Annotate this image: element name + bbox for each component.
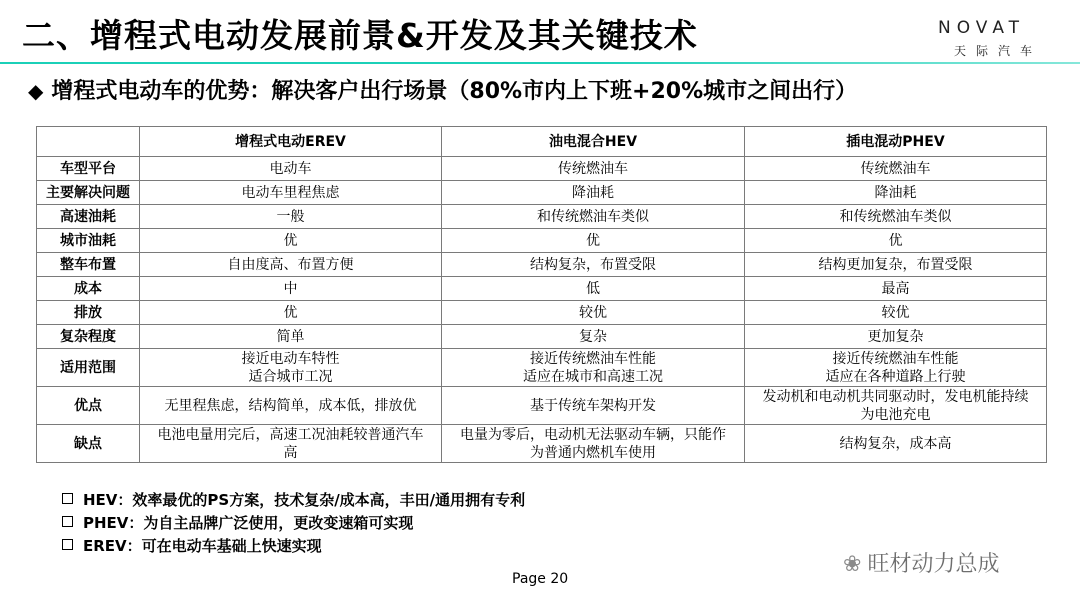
square-bullet-icon	[62, 539, 73, 550]
cell-line: 电池电量用完后，高速工况油耗较普通汽车	[157, 426, 424, 443]
table-cell: 结构更加复杂，布置受限	[745, 253, 1047, 277]
cell-line: 接近传统燃油车性能	[832, 350, 959, 367]
table-cell: 和传统燃油车类似	[745, 205, 1047, 229]
row-label: 主要解决问题	[37, 181, 140, 205]
table-cell: 结构复杂，布置受限	[442, 253, 745, 277]
table-row	[37, 387, 1047, 425]
table-row	[37, 325, 1047, 349]
page-number: Page 20	[512, 571, 569, 587]
table-cell: 优	[745, 229, 1047, 253]
table-cell: 最高	[745, 277, 1047, 301]
cell-line: 适应在各种道路上行驶	[825, 368, 966, 385]
note-item	[62, 512, 525, 535]
header-divider	[0, 62, 1080, 64]
cell-line: 为电池充电	[860, 406, 931, 423]
diamond-bullet-icon: ◆	[28, 79, 44, 103]
table-header-row	[37, 127, 1047, 157]
table-cell	[140, 425, 442, 463]
table-row	[37, 277, 1047, 301]
section-subtitle	[28, 74, 857, 105]
table-cell: 较优	[745, 301, 1047, 325]
table-cell: 中	[140, 277, 442, 301]
table-cell: 简单	[140, 325, 442, 349]
notes-list	[62, 489, 525, 558]
table-cell: 优	[140, 229, 442, 253]
table-cell: 优	[140, 301, 442, 325]
cell-line: 无里程焦虑，结构简单，成本低，排放优	[164, 397, 417, 414]
table-cell: 传统燃油车	[442, 157, 745, 181]
cell-line: 接近电动车特性	[241, 350, 340, 367]
table-header-cell: 增程式电动EREV	[140, 127, 442, 157]
cell-line: 发动机和电动机共同驱动时，发电机能持续	[762, 388, 1029, 405]
table-cell: 自由度高、布置方便	[140, 253, 442, 277]
table-cell: 电动车里程焦虑	[140, 181, 442, 205]
row-label: 优点	[37, 387, 140, 425]
note-item	[62, 535, 525, 558]
table-row	[37, 425, 1047, 463]
cell-line: 高	[283, 444, 298, 461]
row-label: 复杂程度	[37, 325, 140, 349]
table-header-cell	[37, 127, 140, 157]
table-cell	[745, 425, 1047, 463]
table-cell	[140, 387, 442, 425]
note-text: PHEV：为自主品牌广泛使用，更改变速箱可实现	[83, 514, 414, 532]
cell-line: 基于传统车架构开发	[530, 397, 656, 414]
table-cell	[745, 349, 1047, 387]
square-bullet-icon	[62, 493, 73, 504]
note-text: EREV：可在电动车基础上快速实现	[83, 537, 322, 555]
table-cell: 一般	[140, 205, 442, 229]
watermark-text: 旺材动力总成	[867, 552, 1000, 577]
cell-line: 电量为零后，电动机无法驱动车辆，只能作	[460, 426, 726, 443]
table-cell: 降油耗	[745, 181, 1047, 205]
wechat-icon: ❀	[843, 552, 862, 577]
row-label: 排放	[37, 301, 140, 325]
table-cell: 更加复杂	[745, 325, 1047, 349]
watermark	[843, 547, 999, 578]
cell-line: 为普通内燃机车使用	[530, 444, 656, 461]
table-cell	[745, 387, 1047, 425]
page-title: 二、增程式电动发展前景&开发及其关键技术	[22, 16, 698, 55]
novat-logo	[938, 18, 1068, 59]
row-label: 适用范围	[37, 349, 140, 387]
row-label: 成本	[37, 277, 140, 301]
comparison-table	[36, 126, 1047, 463]
table-cell: 低	[442, 277, 745, 301]
note-item	[62, 489, 525, 512]
table-cell	[442, 387, 745, 425]
table-cell	[140, 349, 442, 387]
table-row	[37, 349, 1047, 387]
subtitle-text: 增程式电动车的优势：解决客户出行场景（80%市内上下班+20%城市之间出行）	[51, 79, 858, 104]
table-cell: 优	[442, 229, 745, 253]
table-row	[37, 253, 1047, 277]
cell-line: 适应在城市和高速工况	[523, 368, 663, 385]
cell-line: 接近传统燃油车性能	[530, 350, 656, 367]
table-header-cell: 油电混合HEV	[442, 127, 745, 157]
table-cell: 和传统燃油车类似	[442, 205, 745, 229]
row-label: 车型平台	[37, 157, 140, 181]
table-cell: 复杂	[442, 325, 745, 349]
row-label: 城市油耗	[37, 229, 140, 253]
row-label: 高速油耗	[37, 205, 140, 229]
table-row	[37, 181, 1047, 205]
table-row	[37, 229, 1047, 253]
square-bullet-icon	[62, 516, 73, 527]
row-label: 整车布置	[37, 253, 140, 277]
table-row	[37, 157, 1047, 181]
table-cell	[442, 425, 745, 463]
table-cell: 较优	[442, 301, 745, 325]
table-header-cell: 插电混动PHEV	[745, 127, 1047, 157]
table-row	[37, 205, 1047, 229]
table-row	[37, 301, 1047, 325]
table-cell: 降油耗	[442, 181, 745, 205]
row-label: 缺点	[37, 425, 140, 463]
logo-wordmark: NOVAT	[938, 18, 1026, 38]
cell-line: 适合城市工况	[248, 368, 333, 385]
note-text: HEV：效率最优的PS方案，技术复杂/成本高，丰田/通用拥有专利	[83, 491, 526, 509]
table-cell: 传统燃油车	[745, 157, 1047, 181]
logo-subtitle: 天际汽车	[954, 44, 1043, 58]
cell-line: 结构复杂，成本高	[839, 435, 952, 452]
table-cell: 电动车	[140, 157, 442, 181]
table-cell	[442, 349, 745, 387]
